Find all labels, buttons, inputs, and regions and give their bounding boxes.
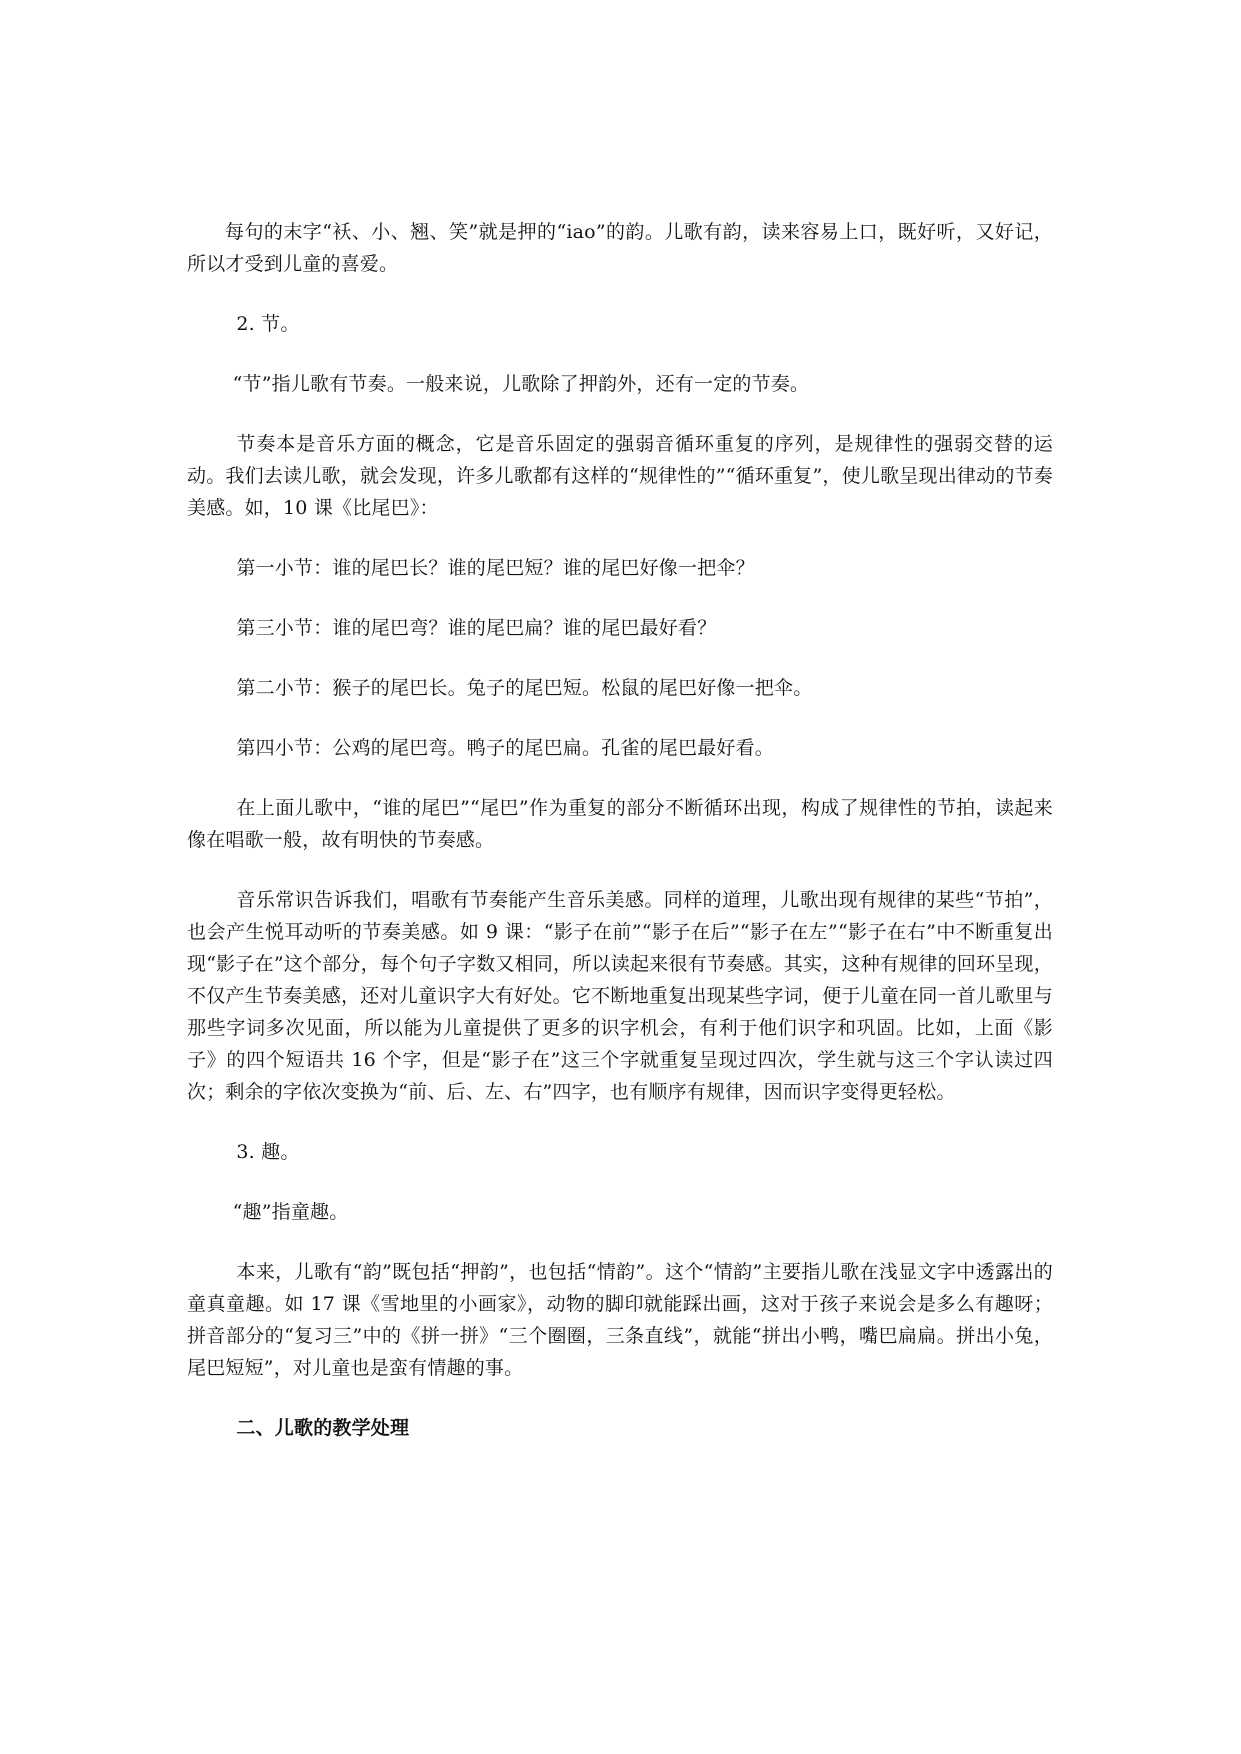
section-heading-fun: 3. 趣。 <box>236 1141 300 1163</box>
paragraph-rhyme-conclusion: 每句的末字“袄、小、翘、笑”就是押的“iao”的韵。儿歌有韵，读来容易上口，既好听，又好记，所以才受到儿童的喜爱。 <box>187 221 1053 275</box>
paragraph-music-knowledge: 音乐常识告诉我们，唱歌有节奏能产生音乐美感。同样的道理，儿歌出现有规律的某些“节拍”，也会产生悦耳动听的节奏美感。如 9 课：“影子在前”“影子在后”“影子在左”“影子在右”中不断重复出现“影子在”这个部分，每个句子字数又相同，所以读起来很有节奏感。其实，这种有规律的回环呈现，不仅产生节奏美感，还对儿童识字大有好处。它不断地重复出现某些字词，便于儿童在同一首儿歌里与那些字词多次见面，所以能为儿童提供了更多的识字机会，有利于他们识字和巩固。比如，上面《影子》的四个短语共 16 个字，但是“影子在”这三个字就重复呈现过四次，学生就与这三个字认读过四次；剩余的字依次变换为“前、后、左、右”四字，也有顺序有规律，因而识字变得更轻松。 <box>187 889 1053 1103</box>
verse-line-4: 第四小节：公鸡的尾巴弯。鸭子的尾巴扁。孔雀的尾巴最好看。 <box>236 737 774 759</box>
section-heading-rhythm: 2. 节。 <box>236 313 300 335</box>
section-heading-teaching: 二、儿歌的教学处理 <box>236 1417 410 1439</box>
paragraph-fun-definition: “趣”指童趣。 <box>232 1201 349 1223</box>
document-body <box>187 216 1053 1444</box>
verse-line-3: 第三小节：谁的尾巴弯？谁的尾巴扁？谁的尾巴最好看？ <box>236 617 717 639</box>
paragraph-rhythm-concept: 节奏本是音乐方面的概念，它是音乐固定的强弱音循环重复的序列，是规律性的强弱交替的运动。我们去读儿歌，就会发现，许多儿歌都有这样的“规律性的”“循环重复”，使儿歌呈现出律动的节奏美感。如，10 课《比尾巴》： <box>187 433 1053 519</box>
verse-line-1: 第一小节：谁的尾巴长？谁的尾巴短？谁的尾巴好像一把伞？ <box>236 557 755 579</box>
paragraph-rhythm-definition: “节”指儿歌有节奏。一般来说，儿歌除了押韵外，还有一定的节奏。 <box>232 373 810 395</box>
paragraph-fun-examples: 本来，儿歌有“韵”既包括“押韵”，也包括“情韵”。这个“情韵”主要指儿歌在浅显文字中透露出的童真童趣。如 17 课《雪地里的小画家》，动物的脚印就能踩出画，这对于孩子来说会是多么有趣呀；拼音部分的“复习三”中的《拼一拼》“三个圈圈，三条直线”，就能“拼出小鸭，嘴巴扁扁。拼出小兔，尾巴短短”，对儿童也是蛮有情趣的事。 <box>187 1261 1053 1379</box>
paragraph-repetition: 在上面儿歌中，“谁的尾巴”“尾巴”作为重复的部分不断循环出现，构成了规律性的节拍，读起来像在唱歌一般，故有明快的节奏感。 <box>187 797 1053 851</box>
verse-line-2: 第二小节：猴子的尾巴长。兔子的尾巴短。松鼠的尾巴好像一把伞。 <box>236 677 813 699</box>
